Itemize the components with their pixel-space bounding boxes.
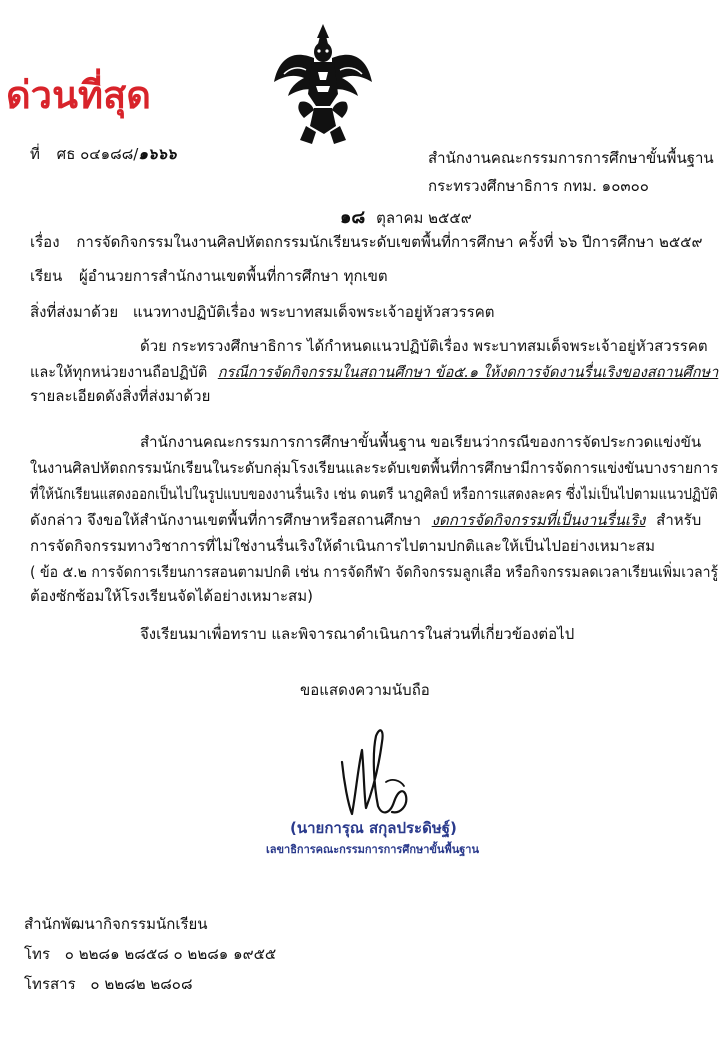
date-month-year: ตุลาคม ๒๕๕๙ <box>376 209 472 227</box>
para2-line4 <box>30 510 701 530</box>
para1-line2-text: และให้ทุกหน่วยงานถือปฏิบัติ <box>30 363 208 381</box>
handwritten-signature-icon <box>334 722 424 822</box>
para2-line7: ต้องซักซ้อมให้โรงเรียนจัดได้อย่างเหมาะสม) <box>30 587 313 605</box>
subject-label: เรื่อง <box>30 233 60 251</box>
signatory-position: เลขาธิการคณะกรรมการการศึกษาขั้นพื้นฐาน <box>266 843 479 856</box>
para1-line2 <box>30 362 718 382</box>
garuda-emblem-icon <box>270 22 376 146</box>
subject-text: การจัดกิจกรรมในงานศิลปหัตถกรรมนักเรียนระดับเขตพื้นที่การศึกษา ครั้งที่ ๖๖ ปีการศึกษา ๒๕๕๙ <box>76 233 703 251</box>
sender-office: สำนักงานคณะกรรมการการศึกษาขั้นพื้นฐาน <box>428 149 714 167</box>
enclosure-text: แนวทางปฏิบัติเรื่อง พระบาทสมเด็จพระเจ้าอยู่หัวสวรรคต <box>132 303 495 321</box>
ref-handwritten: ๑๖๖๖ <box>138 145 177 163</box>
para2-line4-text: ดังกล่าว จึงขอให้สำนักงานเขตพื้นที่การศึกษาหรือสถานศึกษา <box>30 511 421 529</box>
signatory-name: (นายการุณ สกุลประดิษฐ์) <box>290 819 457 837</box>
para2-line4-end: สำหรับ <box>656 511 702 529</box>
para2-line6: ( ข้อ ๕.๒ การจัดการเรียนการสอนตามปกติ เช่น การจัดกีฬา จัดกิจกรรมลูกเสือ หรือกิจกรรมลดเวลาเรียนเพิ่มเวลารู้ <box>30 563 719 581</box>
reference-number <box>30 144 176 164</box>
ref-number: ศธ ๐๔๑๘๘/ <box>56 145 139 163</box>
para2-underlined-clause: งดการจัดกิจกรรมที่เป็นงานรื่นเริง <box>431 511 646 529</box>
footer-phone <box>24 944 276 964</box>
footer-office: สำนักพัฒนากิจกรรมนักเรียน <box>24 915 208 933</box>
para2-line2: ในงานศิลปหัตถกรรมนักเรียนในระดับกลุ่มโรงเรียนและระดับเขตพื้นที่การศึกษามีการจัดการแข่งขันบางรายการ <box>30 459 719 477</box>
enclosure-label: สิ่งที่ส่งมาด้วย <box>30 303 119 321</box>
recipient-label: เรียน <box>30 267 63 285</box>
footer-fax <box>24 974 193 994</box>
urgent-stamp: ด่วนที่สุด <box>6 73 151 117</box>
para2-line5: การจัดกิจกรรมทางวิชาการที่ไม่ใช่งานรื่นเริงให้ดำเนินการไปตามปกติและให้เป็นไปอย่างเหมาะสม <box>30 537 656 555</box>
phone-label: โทร <box>24 945 51 963</box>
subject-line <box>30 232 703 252</box>
sender-ministry: กระทรวงศึกษาธิการ กทม. ๑๐๓๐๐ <box>428 177 649 195</box>
closing-request: จึงเรียนมาเพื่อทราบ และพิจารณาดำเนินการในส่วนที่เกี่ยวข้องต่อไป <box>140 625 575 643</box>
fax-label: โทรสาร <box>24 975 76 993</box>
ref-label: ที่ <box>30 145 40 163</box>
recipient-text: ผู้อำนวยการสำนักงานเขตพื้นที่การศึกษา ทุกเขต <box>79 267 388 285</box>
date-day: ๑๘ <box>340 207 366 228</box>
complimentary-close: ขอแสดงความนับถือ <box>300 681 430 699</box>
para1-line3: รายละเอียดดังสิ่งที่ส่งมาด้วย <box>30 387 211 405</box>
recipient-line <box>30 266 388 286</box>
para2-line1: สำนักงานคณะกรรมการการศึกษาขั้นพื้นฐาน ขอเรียนว่ากรณีของการจัดประกวดแข่งขัน <box>140 433 702 451</box>
enclosure-line <box>30 302 494 322</box>
fax-number: ๐ ๒๒๘๒ ๒๘๐๘ <box>90 975 193 993</box>
phone-number: ๐ ๒๒๘๑ ๒๘๕๘ ๐ ๒๒๘๑ ๑๙๕๕ <box>64 945 277 963</box>
para2-line3: ที่ให้นักเรียนแสดงออกเป็นไปในรูปแบบของงานรื่นเริง เช่น ดนตรี นาฏศิลป์ หรือการแสดงละคร ซึ่งไม่เป็นไปตามแนวปฏิบัติ <box>30 485 718 503</box>
para1-line1: ด้วย กระทรวงศึกษาธิการ ได้กำหนดแนวปฏิบัติเรื่อง พระบาทสมเด็จพระเจ้าอยู่หัวสวรรคต <box>140 337 708 355</box>
para1-underlined-clause: กรณีการจัดกิจกรรมในสถานศึกษา ข้อ๕.๑ ให้งดการจัดงานรื่นเริงของสถานศึกษา <box>217 363 719 381</box>
date-line <box>340 208 472 228</box>
